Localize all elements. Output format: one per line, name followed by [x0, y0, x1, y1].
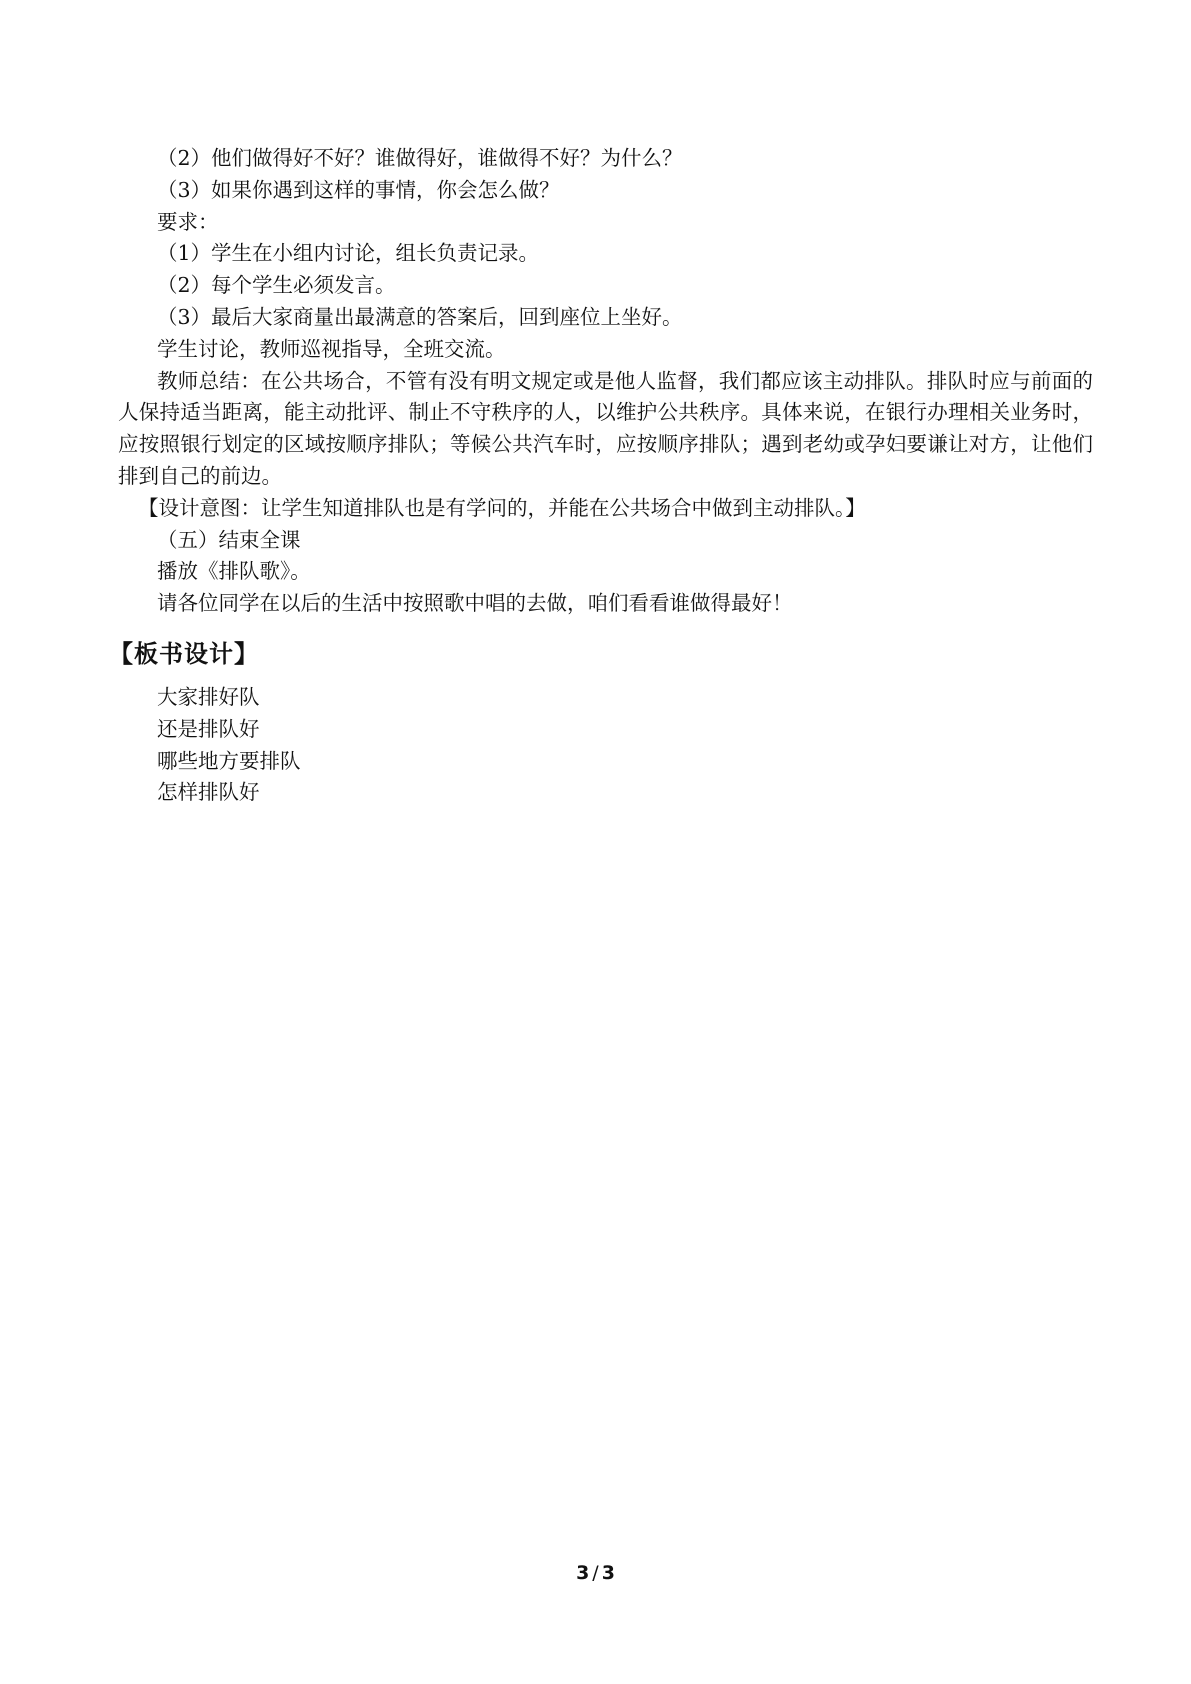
- teacher-summary-paragraph: 教师总结：在公共场合，不管有没有明文规定或是他人监督，我们都应该主动排队。排队时应与前面的人保持适当距离，能主动批评、制止不守秩序的人，以维护公共秩序。具体来说，在银行办理相关业务时，应按照银行划定的区域按顺序排队；等候公共汽车时，应按顺序排队；遇到老幼或孕妇要谦让对方，让他们排到自己的前边。: [118, 368, 1093, 488]
- board-item: 还是排队好: [157, 716, 260, 741]
- text-line: （2）每个学生必须发言。: [157, 273, 396, 298]
- board-item: 哪些地方要排队: [157, 748, 301, 773]
- text-line: （3）如果你遇到这样的事情，你会怎么做？: [157, 177, 560, 202]
- text-line: （五）结束全课: [157, 527, 301, 552]
- text-line: 播放《排队歌》。: [157, 559, 311, 584]
- body-text-block-2: [118, 493, 1093, 620]
- board-item: 大家排好队: [157, 684, 260, 709]
- text-line: （2）他们做得好不好？谁做得好，谁做得不好？为什么？: [157, 146, 683, 170]
- page-current: 3: [576, 1562, 590, 1584]
- design-intent-line: 【设计意图：让学生知道排队也是有学问的，并能在公共场合中做到主动排队。】: [138, 495, 866, 520]
- text-line: 学生讨论，教师巡视指导，全班交流。: [157, 336, 506, 361]
- text-line: 请各位同学在以后的生活中按照歌中唱的去做，咱们看看谁做得最好！: [157, 591, 793, 616]
- page-number-footer: [0, 1562, 1191, 1584]
- page-content: [109, 143, 1093, 809]
- text-line: 要求：: [157, 209, 219, 234]
- text-line: （1）学生在小组内讨论，组长负责记录。: [157, 241, 540, 266]
- text-line: （3）最后大家商量出最满意的答案后，回到座位上坐好。: [157, 304, 683, 329]
- board-design-list: [118, 682, 1093, 809]
- page-separator: /: [592, 1562, 599, 1584]
- page-total: 3: [601, 1562, 615, 1584]
- board-design-heading: 【板书设计】: [109, 639, 259, 668]
- body-text-block-1: [118, 143, 1093, 366]
- board-item: 怎样排队好: [157, 780, 260, 805]
